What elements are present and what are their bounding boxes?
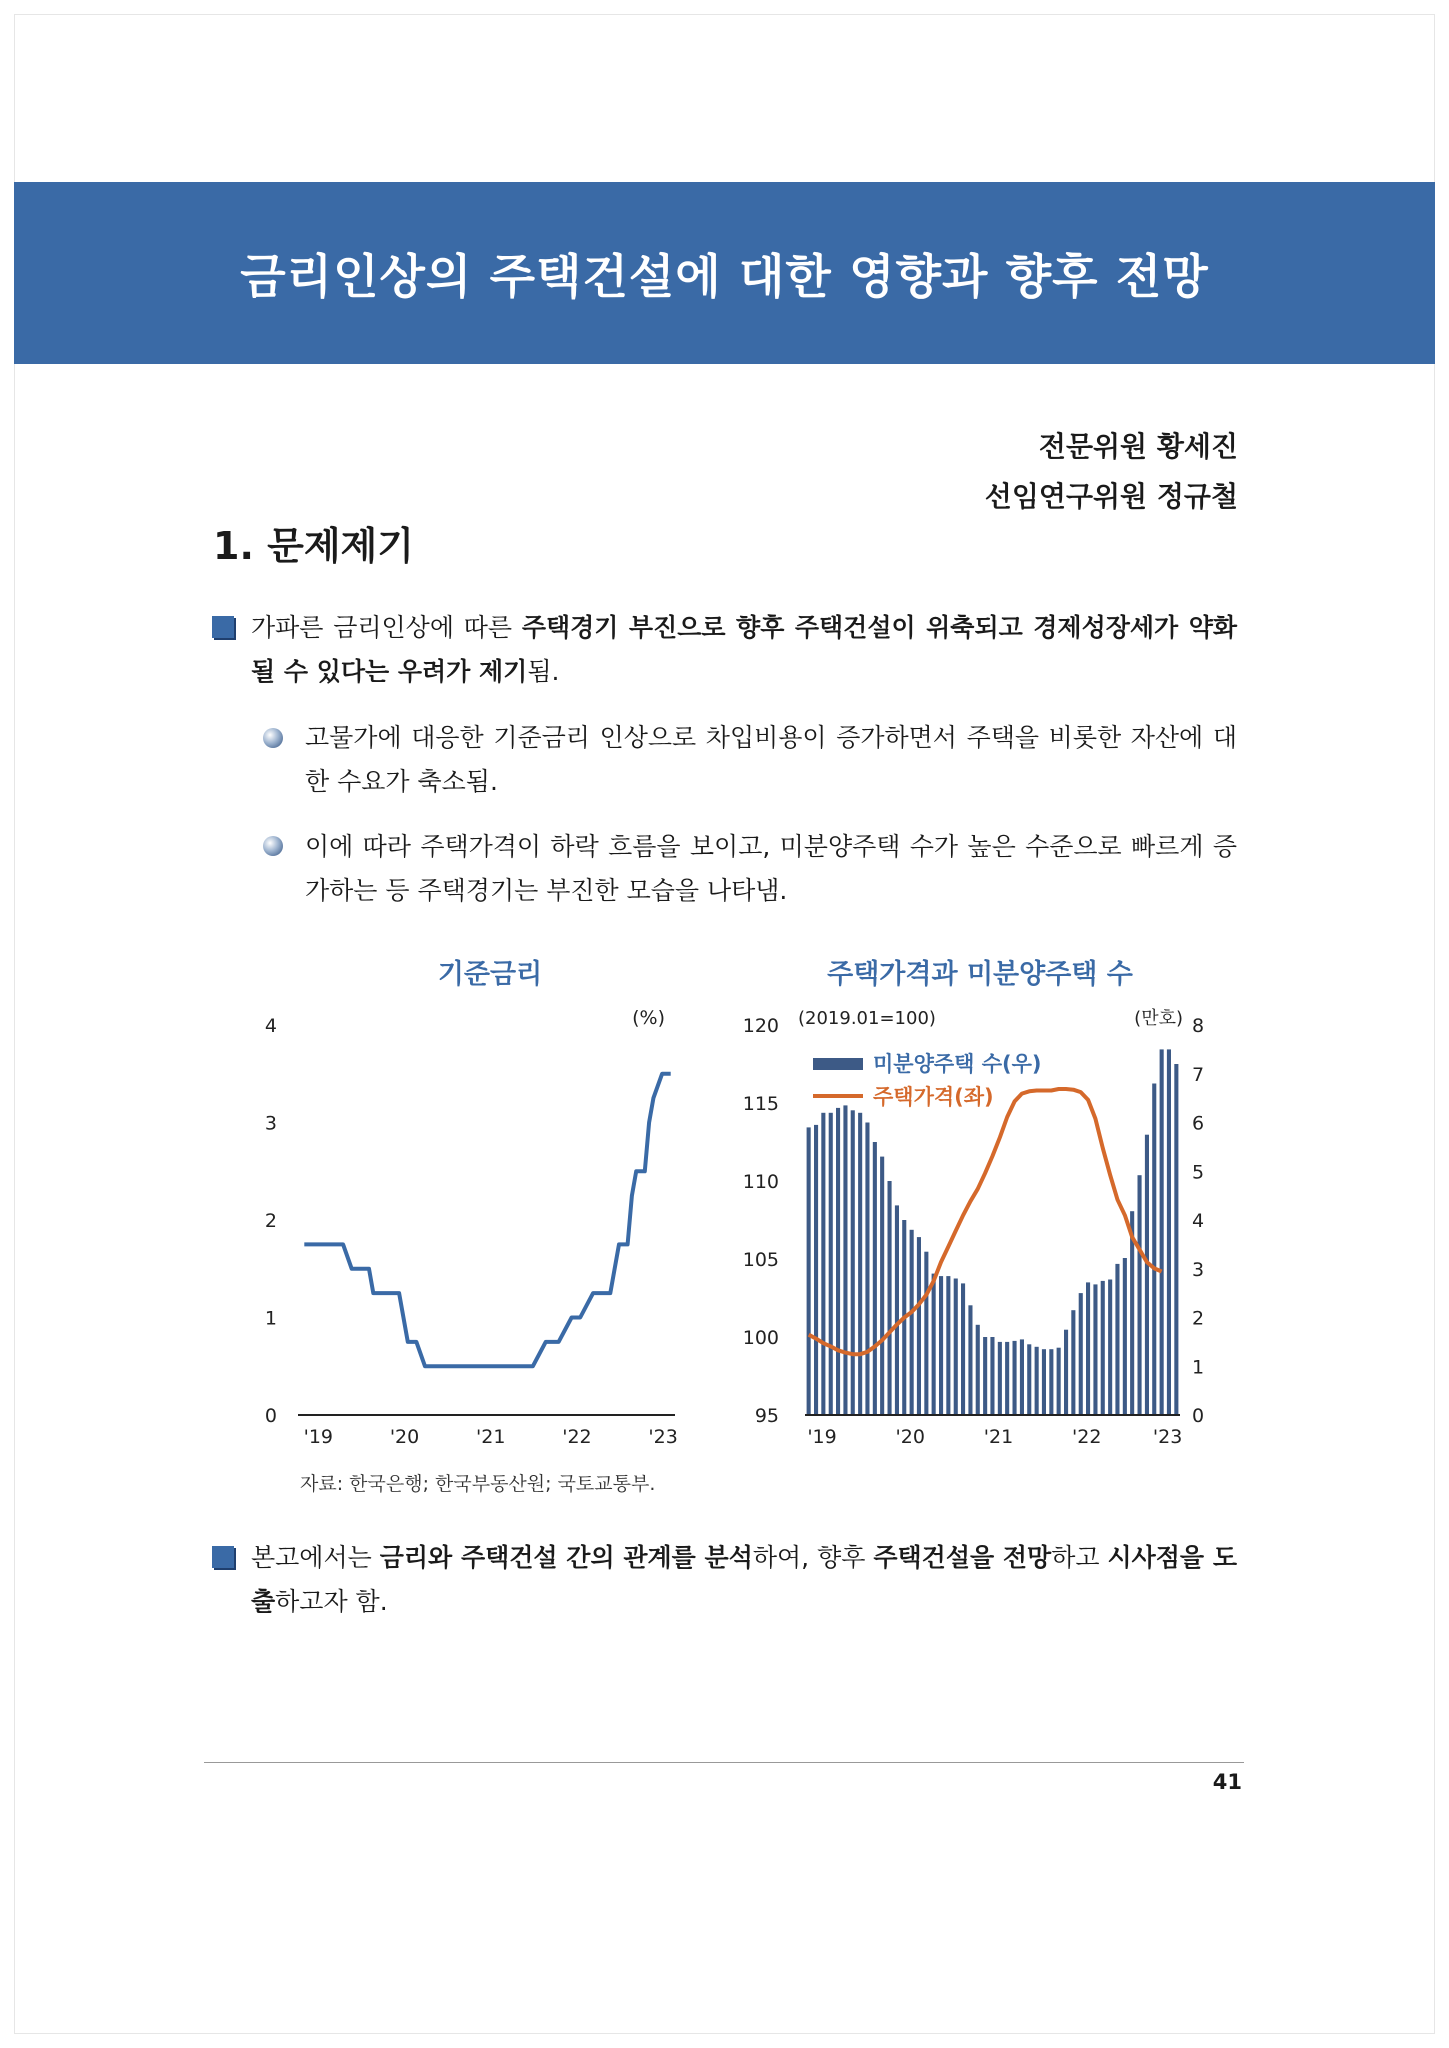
unsold-bar [983, 1337, 987, 1415]
unsold-bar [954, 1279, 958, 1416]
sub-bullet-1: 고물가에 대응한 기준금리 인상으로 차입비용이 증가하면서 주택을 비롯한 자산에 대한 수요가 축소됨. [305, 723, 1237, 796]
right-y-tick-label: 8 [1191, 1015, 1205, 1037]
left-y-tick-label: 105 [742, 1249, 779, 1271]
chart-title-housing: 주택가격과 미분양주택 수 [827, 959, 1133, 990]
x-tick-label: '23 [1152, 1426, 1183, 1448]
unsold-bar [880, 1157, 884, 1415]
y-tick-label: 0 [264, 1405, 277, 1427]
x-tick-label: '21 [983, 1426, 1014, 1448]
unsold-bar [1005, 1342, 1009, 1415]
right-unit-label: (만호) [1134, 1008, 1183, 1029]
author-line-1 [1039, 425, 1238, 465]
right-y-tick-label: 7 [1191, 1063, 1205, 1086]
unsold-bar [865, 1123, 869, 1416]
unsold-bar [932, 1274, 936, 1415]
unsold-bar [888, 1181, 892, 1415]
author-role: 전문위원 [1038, 430, 1148, 463]
unsold-bar [1086, 1282, 1090, 1415]
x-tick-label: '20 [895, 1426, 925, 1448]
round-bullet-icon [263, 836, 283, 856]
unsold-bar [1042, 1349, 1046, 1415]
right-y-tick-label: 5 [1191, 1161, 1205, 1184]
bullet-paragraph-1 [251, 606, 1237, 694]
author-role: 선임연구위원 [984, 480, 1148, 513]
unsold-bar [961, 1283, 965, 1415]
legend-bar-swatch [813, 1058, 863, 1070]
bullet-1-text: 가파른 금리인상에 따른 [251, 613, 522, 642]
unsold-bar [1049, 1349, 1053, 1415]
unsold-bar [1057, 1348, 1061, 1415]
bullet-2-emphasis: 주택건설을 전망 [873, 1543, 1052, 1572]
y-tick-label: 2 [264, 1210, 277, 1232]
bullet-2-text: 하여, 향후 [752, 1543, 874, 1572]
x-tick-label: '20 [389, 1426, 420, 1448]
left-y-tick-label: 100 [742, 1327, 779, 1349]
unsold-bar [873, 1142, 877, 1415]
page-number: 41 [1212, 1770, 1242, 1794]
left-y-tick-label: 115 [742, 1093, 779, 1115]
unsold-bar [829, 1113, 833, 1415]
page-title: 금리인상의 주택건설에 대한 영향과 향후 전망 [240, 249, 1209, 305]
unsold-bar [1079, 1293, 1083, 1415]
unsold-bar [917, 1237, 921, 1415]
right-y-tick-label: 6 [1191, 1112, 1205, 1135]
unsold-bar [1174, 1064, 1178, 1415]
unsold-bar [924, 1252, 928, 1415]
left-unit-label: (2019.01=100) [798, 1008, 936, 1029]
unsold-bar [1071, 1310, 1075, 1415]
right-y-tick-label: 1 [1191, 1356, 1205, 1379]
unsold-bar [1027, 1344, 1031, 1415]
unsold-bar [1152, 1084, 1156, 1416]
unsold-bar [1013, 1341, 1017, 1415]
legend-bar-label: 미분양주택 수(우) [873, 1052, 1042, 1076]
unsold-bar [1115, 1264, 1119, 1415]
unsold-bar [998, 1342, 1002, 1415]
unsold-bar [1101, 1281, 1105, 1415]
unsold-bar [851, 1110, 855, 1415]
unsold-bar [1064, 1330, 1068, 1415]
right-y-tick-label: 2 [1191, 1307, 1205, 1330]
bullet-2-emphasis: 금리와 주택건설 간의 관계를 분석 [379, 1543, 753, 1572]
unsold-bar [836, 1108, 840, 1415]
sub-bullet-2: 이에 따라 주택가격이 하락 흐름을 보이고, 미분양주택 수가 높은 수준으로 빠르게 증가하는 등 주택경기는 부진한 모습을 나타냄. [305, 832, 1237, 905]
right-y-tick-label: 3 [1191, 1258, 1205, 1281]
right-y-tick-label: 4 [1191, 1210, 1205, 1232]
x-tick-label: '19 [807, 1426, 837, 1448]
author-name: 정규철 [1156, 480, 1238, 513]
unsold-bar [1145, 1135, 1149, 1415]
unsold-bar [1160, 1049, 1164, 1415]
legend-line-label: 주택가격(좌) [873, 1085, 994, 1109]
round-bullet-icon [263, 728, 283, 748]
section-heading: 1. 문제제기 [213, 524, 414, 568]
source-note: 자료: 한국은행; 한국부동산원; 국토교통부. [300, 1473, 656, 1495]
square-bullet-icon [212, 1546, 234, 1568]
unsold-bar [895, 1205, 899, 1415]
x-tick-label: '21 [476, 1426, 506, 1448]
unsold-bar [858, 1113, 862, 1415]
author-line-2 [985, 475, 1238, 515]
y-tick-label: 1 [264, 1307, 277, 1330]
unsold-bar [1020, 1339, 1024, 1415]
unsold-bar [1123, 1258, 1127, 1415]
x-tick-label: '23 [648, 1426, 678, 1448]
unsold-bar [946, 1276, 950, 1415]
title-banner [14, 182, 1435, 364]
unsold-bar [1035, 1347, 1039, 1415]
left-y-tick-label: 120 [742, 1015, 779, 1037]
unsold-bar [807, 1127, 811, 1415]
base-rate-chart [255, 1000, 700, 1460]
unsold-bar [910, 1230, 914, 1415]
unsold-bar [1093, 1284, 1097, 1415]
bullet-2-text-end: 하고자 함. [275, 1587, 388, 1616]
y-unit-label: (%) [632, 1007, 665, 1029]
base-rate-line [304, 1074, 670, 1367]
unsold-bar [968, 1305, 972, 1415]
unsold-bar [1108, 1280, 1112, 1416]
unsold-bar [1167, 1049, 1171, 1415]
unsold-bar [821, 1113, 825, 1415]
unsold-bar [814, 1125, 818, 1415]
left-y-tick-label: 110 [742, 1171, 779, 1193]
right-y-tick-label: 0 [1191, 1405, 1205, 1427]
bullet-1-emphasis: 주택경기 부진으로 향후 주택건설이 위축되고 경제성장세가 약화될 수 있다는 우려가 제기 [251, 613, 1238, 686]
y-tick-label: 3 [264, 1112, 277, 1135]
square-bullet-icon [212, 616, 234, 638]
x-tick-label: '22 [1072, 1426, 1102, 1448]
bullet-2-text: 하고 [1051, 1543, 1108, 1572]
bullet-paragraph-2 [251, 1536, 1237, 1624]
unsold-bar [1138, 1175, 1142, 1415]
footer-rule [204, 1762, 1244, 1763]
housing-chart [735, 1000, 1210, 1460]
bullet-2-text: 본고에서는 [251, 1543, 380, 1572]
bullet-2-emphasis: 시사점을 도출 [251, 1543, 1237, 1616]
left-y-tick-label: 95 [754, 1405, 779, 1427]
unsold-bar [843, 1105, 847, 1415]
unsold-bar [976, 1325, 980, 1415]
chart-title-base-rate: 기준금리 [437, 959, 543, 990]
unsold-bar [990, 1337, 994, 1415]
bullet-1-text-end: 됨. [527, 657, 560, 686]
x-tick-label: '22 [562, 1426, 592, 1448]
y-tick-label: 4 [264, 1015, 277, 1037]
author-name: 황세진 [1156, 430, 1238, 463]
x-tick-label: '19 [303, 1426, 334, 1448]
unsold-bar [939, 1276, 943, 1415]
